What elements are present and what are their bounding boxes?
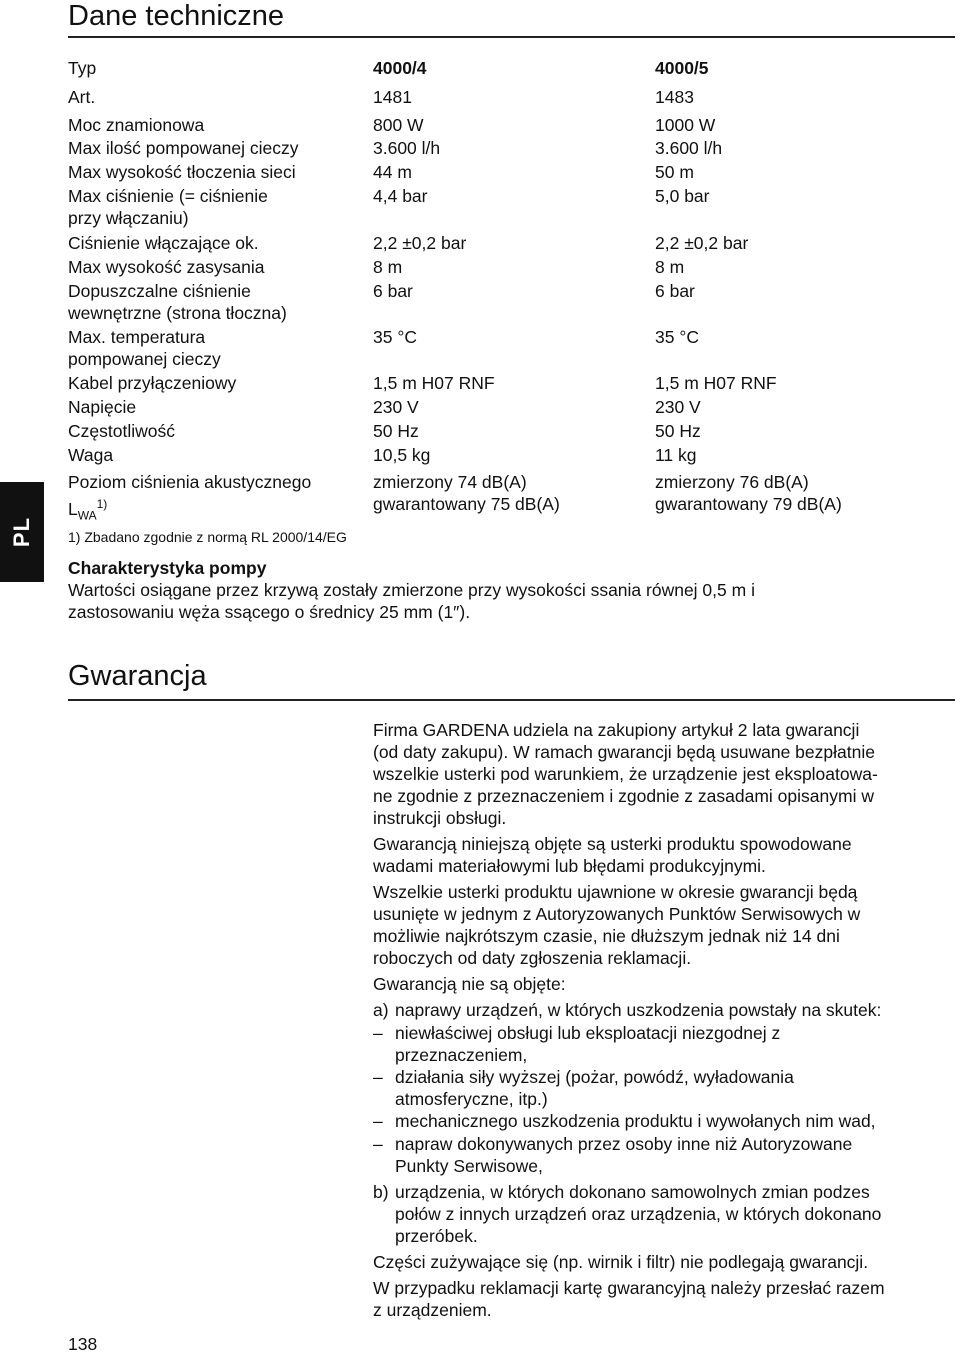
noise-col2-measured: zmierzony 76 dB(A): [655, 472, 809, 492]
warranty-line: Wszelkie usterki produktu ujawnione w okresie gwarancji będą: [373, 882, 858, 902]
dash-marker: –: [373, 1111, 383, 1131]
list-item-b-cont: przeróbek.: [395, 1226, 478, 1246]
spec-row-col1: 1481: [373, 87, 412, 107]
spec-row-label: Częstotliwość: [68, 421, 175, 441]
list-marker-a: a): [373, 1000, 389, 1020]
spec-row-label: Waga: [68, 445, 114, 465]
warranty-divider: [68, 699, 955, 701]
warranty-line: usunięte w jednym z Autoryzowanych Punktów Serwisowych w: [373, 904, 861, 924]
sub-item: mechanicznego uszkodzenia produktu i wywołanych nim wad,: [395, 1111, 876, 1131]
spec-row-label: Kabel przyłączeniowy: [68, 373, 237, 393]
warranty-line: Gwarancją nie są objęte:: [373, 974, 566, 994]
spec-row-col2: 1000 W: [655, 115, 716, 135]
characteristic-title: Charakterystyka pompy: [68, 558, 267, 578]
warranty-line: W przypadku reklamacji kartę gwarancyjną należy przesłać razem: [373, 1278, 885, 1298]
spec-row-col1: 2,2 ±0,2 bar: [373, 233, 467, 253]
spec-row-label: Max. temperatura: [68, 327, 206, 347]
page-number: 138: [68, 1334, 98, 1354]
spec-row-col1: 44 m: [373, 162, 412, 182]
characteristic-text: zastosowaniu węża ssącego o średnicy 25 mm (1″).: [68, 602, 471, 622]
spec-row-label: Ciśnienie włączające ok.: [68, 233, 259, 253]
spec-row-col1: 230 V: [373, 397, 419, 417]
spec-row-col2: 8 m: [655, 257, 685, 277]
spec-row-label-cont: wewnętrzne (strona tłoczna): [68, 303, 287, 323]
spec-row-col1: 3.600 l/h: [373, 138, 441, 158]
sub-item-cont: Punkty Serwisowe,: [395, 1156, 543, 1176]
warranty-line: roboczych od daty zgłoszenia reklamacji.: [373, 948, 692, 968]
list-item-b-cont: połów z innych urządzeń oraz urządzenia, w których dokonano: [395, 1204, 882, 1224]
spec-row-col1: 50 Hz: [373, 421, 419, 441]
list-item-a: naprawy urządzeń, w których uszkodzenia powstały na skutek:: [395, 1000, 882, 1020]
spec-row-label: Max ilość pompowanej cieczy: [68, 138, 299, 158]
noise-col1-guaranteed: gwarantowany 75 dB(A): [373, 494, 560, 514]
spec-row-label: Max ciśnienie (= ciśnienie: [68, 186, 268, 206]
noise-symbol-sub: WA: [77, 508, 97, 523]
spec-row-label-cont: przy włączaniu): [68, 208, 189, 228]
title-divider: [68, 36, 955, 38]
warranty-line: z urządzeniem.: [373, 1300, 492, 1320]
list-marker-b: b): [373, 1182, 389, 1202]
list-item-b: urządzenia, w których dokonano samowolnych zmian podzes: [395, 1182, 870, 1202]
spec-row-label: Moc znamionowa: [68, 115, 205, 135]
spec-row-label: Napięcie: [68, 397, 137, 417]
spec-row-col1: 4,4 bar: [373, 186, 428, 206]
warranty-line: wszelkie usterki pod warunkiem, że urządzenie jest eksploatowa-: [373, 764, 878, 784]
footnote: 1) Zbadano zgodnie z normą RL 2000/14/EG: [68, 529, 347, 545]
sub-item: działania siły wyższej (pożar, powódź, wyładowania: [395, 1067, 794, 1087]
dash-marker: –: [373, 1023, 383, 1043]
noise-col2-guaranteed: gwarantowany 79 dB(A): [655, 494, 842, 514]
spec-row-col1: 6 bar: [373, 281, 413, 301]
spec-row-label: Max wysokość tłoczenia sieci: [68, 162, 296, 182]
spec-row-label: Max wysokość zasysania: [68, 257, 265, 277]
spec-row-col2: 6 bar: [655, 281, 695, 301]
warranty-line: Firma GARDENA udziela na zakupiony artykuł 2 lata gwarancji: [373, 720, 860, 740]
spec-header-col1: 4000/4: [373, 58, 427, 78]
spec-row-col1: 35 °C: [373, 327, 417, 347]
noise-label: Poziom ciśnienia akustycznego: [68, 472, 312, 492]
spec-row-col2: 11 kg: [655, 445, 697, 465]
spec-row-label: Art.: [68, 87, 96, 107]
language-tab-label: PL: [9, 516, 34, 548]
spec-row-col2: 5,0 bar: [655, 186, 710, 206]
spec-row-col2: 50 Hz: [655, 421, 701, 441]
spec-row-label-cont: pompowanej cieczy: [68, 349, 221, 369]
dash-marker: –: [373, 1134, 383, 1154]
warranty-line: Części zużywające się (np. wirnik i filtr) nie podlegają gwarancji.: [373, 1252, 869, 1272]
warranty-line: wadami materiałowymi lub błędami produkcyjnymi.: [373, 856, 766, 876]
spec-header-label: Typ: [68, 58, 97, 78]
spec-row-col1: 1,5 m H07 RNF: [373, 373, 495, 393]
spec-row-col2: 3.600 l/h: [655, 138, 723, 158]
dash-marker: –: [373, 1067, 383, 1087]
sub-item: napraw dokonywanych przez osoby inne niż Autoryzowane: [395, 1134, 853, 1154]
warranty-line: (od daty zakupu). W ramach gwarancji będą usuwane bezpłatnie: [373, 742, 875, 762]
page-title: Dane techniczne: [68, 0, 285, 32]
spec-row-col1: 8 m: [373, 257, 403, 277]
spec-row-col2: 1483: [655, 87, 694, 107]
language-tab: [0, 482, 44, 582]
noise-symbol-sup: 1): [96, 497, 108, 511]
sub-item-cont: atmosferyczne, itp.): [395, 1089, 548, 1109]
sub-item-cont: przeznaczeniem,: [395, 1045, 528, 1065]
spec-row-col2: 35 °C: [655, 327, 699, 347]
noise-symbol: [68, 493, 107, 526]
section-title-warranty: Gwarancja: [68, 660, 207, 692]
sub-item: niewłaściwej obsługi lub eksploatacji niezgodnej z: [395, 1023, 781, 1043]
spec-row-col2: 2,2 ±0,2 bar: [655, 233, 749, 253]
warranty-line: możliwie najkrótszym czasie, nie dłuższym jednak niż 14 dni: [373, 926, 840, 946]
noise-symbol-letter: L: [68, 498, 78, 519]
spec-row-col2: 1,5 m H07 RNF: [655, 373, 777, 393]
warranty-line: ne zgodnie z przeznaczeniem i zgodnie z zasadami opisanymi w: [373, 786, 874, 806]
spec-row-col2: 230 V: [655, 397, 701, 417]
spec-row-label: Dopuszczalne ciśnienie: [68, 281, 251, 301]
characteristic-text: Wartości osiągane przez krzywą zostały zmierzone przy wysokości ssania równej 0,5 m i: [68, 580, 755, 600]
spec-header-col2: 4000/5: [655, 58, 709, 78]
spec-row-col2: 50 m: [655, 162, 694, 182]
spec-row-col1: 800 W: [373, 115, 424, 135]
warranty-line: instrukcji obsługi.: [373, 808, 507, 828]
noise-col1-measured: zmierzony 74 dB(A): [373, 472, 527, 492]
warranty-line: Gwarancją niniejszą objęte są usterki produktu spowodowane: [373, 834, 852, 854]
spec-row-col1: 10,5 kg: [373, 445, 431, 465]
